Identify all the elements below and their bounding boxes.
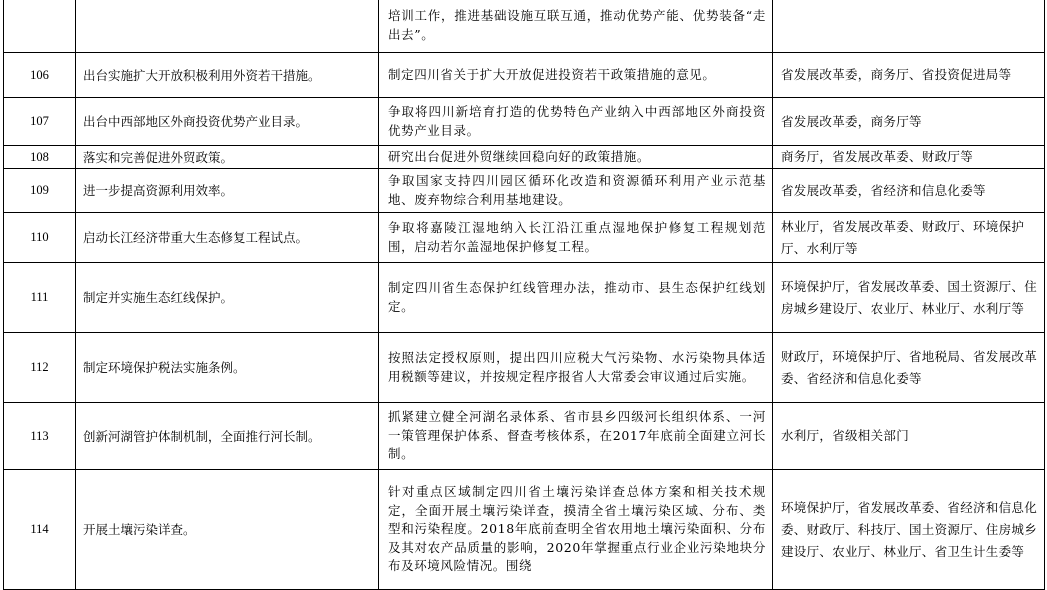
content-text: 制定四川省生态保护红线管理办法，推动市、县生态保护红线划定。 (388, 280, 766, 314)
department-cell (773, 0, 1045, 53)
department-cell (773, 470, 1045, 590)
task-cell (76, 333, 379, 403)
content-text: 争取国家支持四川园区循环化改造和资源循环利用产业示范基地、废弃物综合利用基地建设。 (388, 173, 766, 207)
row-number: 110 (4, 213, 76, 263)
department-cell (773, 146, 1045, 169)
department-cell (773, 98, 1045, 146)
content-cell (379, 470, 773, 590)
row-number: 106 (4, 53, 76, 98)
task-text: 开展土壤污染详查。 (83, 522, 196, 537)
content-cell (379, 169, 773, 213)
department-text: 环境保护厅，省发展改革委、省经济和信息化委、财政厅、科技厅、国土资源厅、住房城乡建设厅、农业厅、林业厅、省卫生计生委等 (781, 499, 1038, 559)
row-number (4, 0, 76, 53)
content-text: 制定四川省关于扩大开放促进投资若干政策措施的意见。 (388, 66, 716, 82)
content-text: 培训工作，推进基础设施互联互通，推动优势产能、优势装备“走出去”。 (388, 8, 766, 42)
task-cell (76, 263, 379, 333)
row-number: 107 (4, 98, 76, 146)
table-row (4, 146, 1045, 169)
table-row (4, 263, 1045, 333)
table-row (4, 0, 1045, 53)
content-cell (379, 146, 773, 169)
task-text: 落实和完善促进外贸政策。 (83, 149, 234, 165)
task-cell (76, 169, 379, 213)
task-text: 出台实施扩大开放积极利用外资若干措施。 (83, 67, 321, 83)
row-number: 108 (4, 146, 76, 169)
task-cell (76, 98, 379, 146)
table-row (4, 213, 1045, 263)
table-row (4, 53, 1045, 98)
task-cell (76, 146, 379, 169)
row-number: 113 (4, 403, 76, 470)
table-row (4, 403, 1045, 470)
task-cell (76, 403, 379, 470)
table-row (4, 98, 1045, 146)
task-text: 制定并实施生态红线保护。 (83, 290, 234, 305)
table-row (4, 470, 1045, 590)
department-text: 环境保护厅，省发展改革委、国土资源厅、住房城乡建设厅、农业厅、林业厅、水利厅等 (781, 278, 1038, 316)
content-text: 争取将嘉陵江湿地纳入长江沿江重点湿地保护修复工程规划范围，启动若尔盖湿地保护修复工程。 (388, 220, 766, 254)
task-text: 制定环境保护税法实施条例。 (83, 360, 246, 375)
task-text: 进一步提高资源利用效率。 (83, 183, 234, 198)
content-cell (379, 53, 773, 98)
department-cell (773, 213, 1045, 263)
task-cell (76, 0, 379, 53)
task-cell (76, 53, 379, 98)
table-row (4, 333, 1045, 403)
content-cell (379, 98, 773, 146)
task-cell (76, 470, 379, 590)
department-text: 林业厅，省发展改革委、财政厅、环境保护厅、水利厅等 (781, 218, 1025, 256)
task-text: 启动长江经济带重大生态修复工程试点。 (83, 230, 309, 245)
row-number: 114 (4, 470, 76, 590)
content-cell (379, 0, 773, 53)
department-text: 省发展改革委，商务厅、省投资促进局等 (781, 67, 1012, 82)
row-number: 112 (4, 333, 76, 403)
task-text: 出台中西部地区外商投资优势产业目录。 (83, 114, 309, 129)
policy-task-table (3, 0, 1045, 590)
department-cell (773, 263, 1045, 333)
content-cell (379, 213, 773, 263)
department-text: 商务厅，省发展改革委、财政厅等 (781, 149, 974, 164)
table-row (4, 169, 1045, 213)
row-number: 109 (4, 169, 76, 213)
task-cell (76, 213, 379, 263)
content-text: 研究出台促进外贸继续回稳向好的政策措施。 (388, 148, 651, 164)
department-text: 省发展改革委，商务厅等 (781, 113, 922, 129)
department-cell (773, 53, 1045, 98)
content-cell (379, 333, 773, 403)
department-text: 水利厅，省级相关部门 (781, 428, 910, 443)
department-cell (773, 403, 1045, 470)
content-text: 按照法定授权原则，提出四川应税大气污染物、水污染物具体适用税额等建议，并按规定程序报省人大常委会审议通过后实施。 (388, 350, 766, 384)
task-text: 创新河湖管护体制机制，全面推行河长制。 (83, 428, 321, 444)
department-text: 省发展改革委，省经济和信息化委等 (781, 182, 986, 198)
content-text: 争取将四川新培育打造的优势特色产业纳入中西部地区外商投资优势产业目录。 (388, 104, 766, 138)
row-number: 111 (4, 263, 76, 333)
content-cell (379, 403, 773, 470)
content-text: 抓紧建立健全河湖名录体系、省市县乡四级河长组织体系、一河一策管理保护体系、督查考核体系，在2017年底前全面建立河长制。 (388, 409, 766, 462)
department-text: 财政厅，环境保护厅、省地税局、省发展改革委、省经济和信息化委等 (781, 348, 1038, 386)
content-text: 针对重点区域制定四川省土壤污染详查总体方案和相关技术规定，全面开展土壤污染详查，摸清全省土壤污染区域、分布、类型和污染程度。2018年底前查明全省农用地土壤污染面积、分布及其对农产品质量的影响，2020年掌握重点行业企业污染地块分布及环境风险情况。围绕 (388, 484, 766, 574)
department-cell (773, 169, 1045, 213)
department-cell (773, 333, 1045, 403)
content-cell (379, 263, 773, 333)
